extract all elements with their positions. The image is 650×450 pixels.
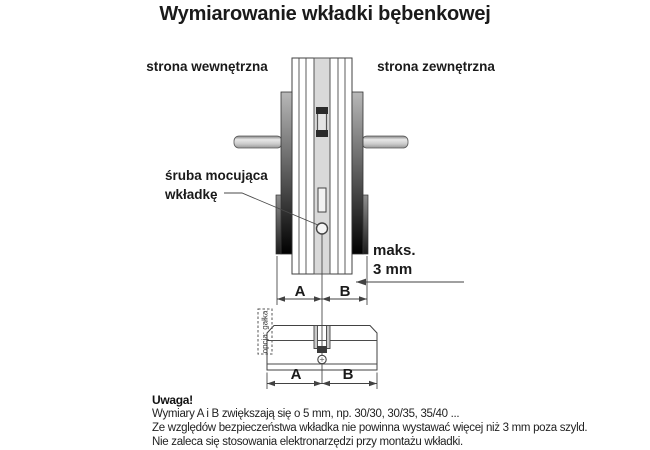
cam-element bbox=[316, 107, 328, 137]
label-fixing-screw-line1: śruba mocująca bbox=[165, 168, 268, 183]
note-line-3: Nie zaleca się stosowania elektronarzędzi przy montażu wkładki. bbox=[152, 436, 463, 448]
label-max-line1: maks. bbox=[373, 242, 416, 259]
fixing-screw bbox=[317, 223, 328, 234]
dimension-b-bottom: B bbox=[342, 366, 354, 383]
label-fixing-screw-line2: wkładkę bbox=[165, 186, 218, 202]
max-protrusion-arrow bbox=[356, 279, 464, 286]
label-outer-side: strona zewnętrzna bbox=[377, 59, 495, 74]
label-max-protrusion bbox=[373, 241, 416, 279]
notes-heading: Uwaga! bbox=[152, 393, 193, 407]
note-line-1: Wymiary A i B zwiększają się o 5 mm, np. 30/30, 30/35, 35/40 ... bbox=[152, 408, 460, 420]
page-title: Wymiarowanie wkładki bębenkowej bbox=[159, 3, 491, 25]
keyway-slot bbox=[318, 188, 326, 212]
dimension-b-top: B bbox=[339, 283, 351, 300]
note-line-2: Ze względów bezpieczeństwa wkładka nie powinna wystawać więcej niż 3 mm poza szyld. bbox=[152, 422, 588, 434]
label-inner-side: strona wewnętrzna bbox=[146, 59, 268, 74]
label-fixing-screw bbox=[165, 167, 268, 204]
label-knob-option: opcja: gałka bbox=[260, 310, 270, 353]
label-max-line2: 3 mm bbox=[373, 261, 413, 278]
dimension-a-top: A bbox=[294, 283, 306, 300]
dimension-a-bottom: A bbox=[290, 366, 302, 383]
